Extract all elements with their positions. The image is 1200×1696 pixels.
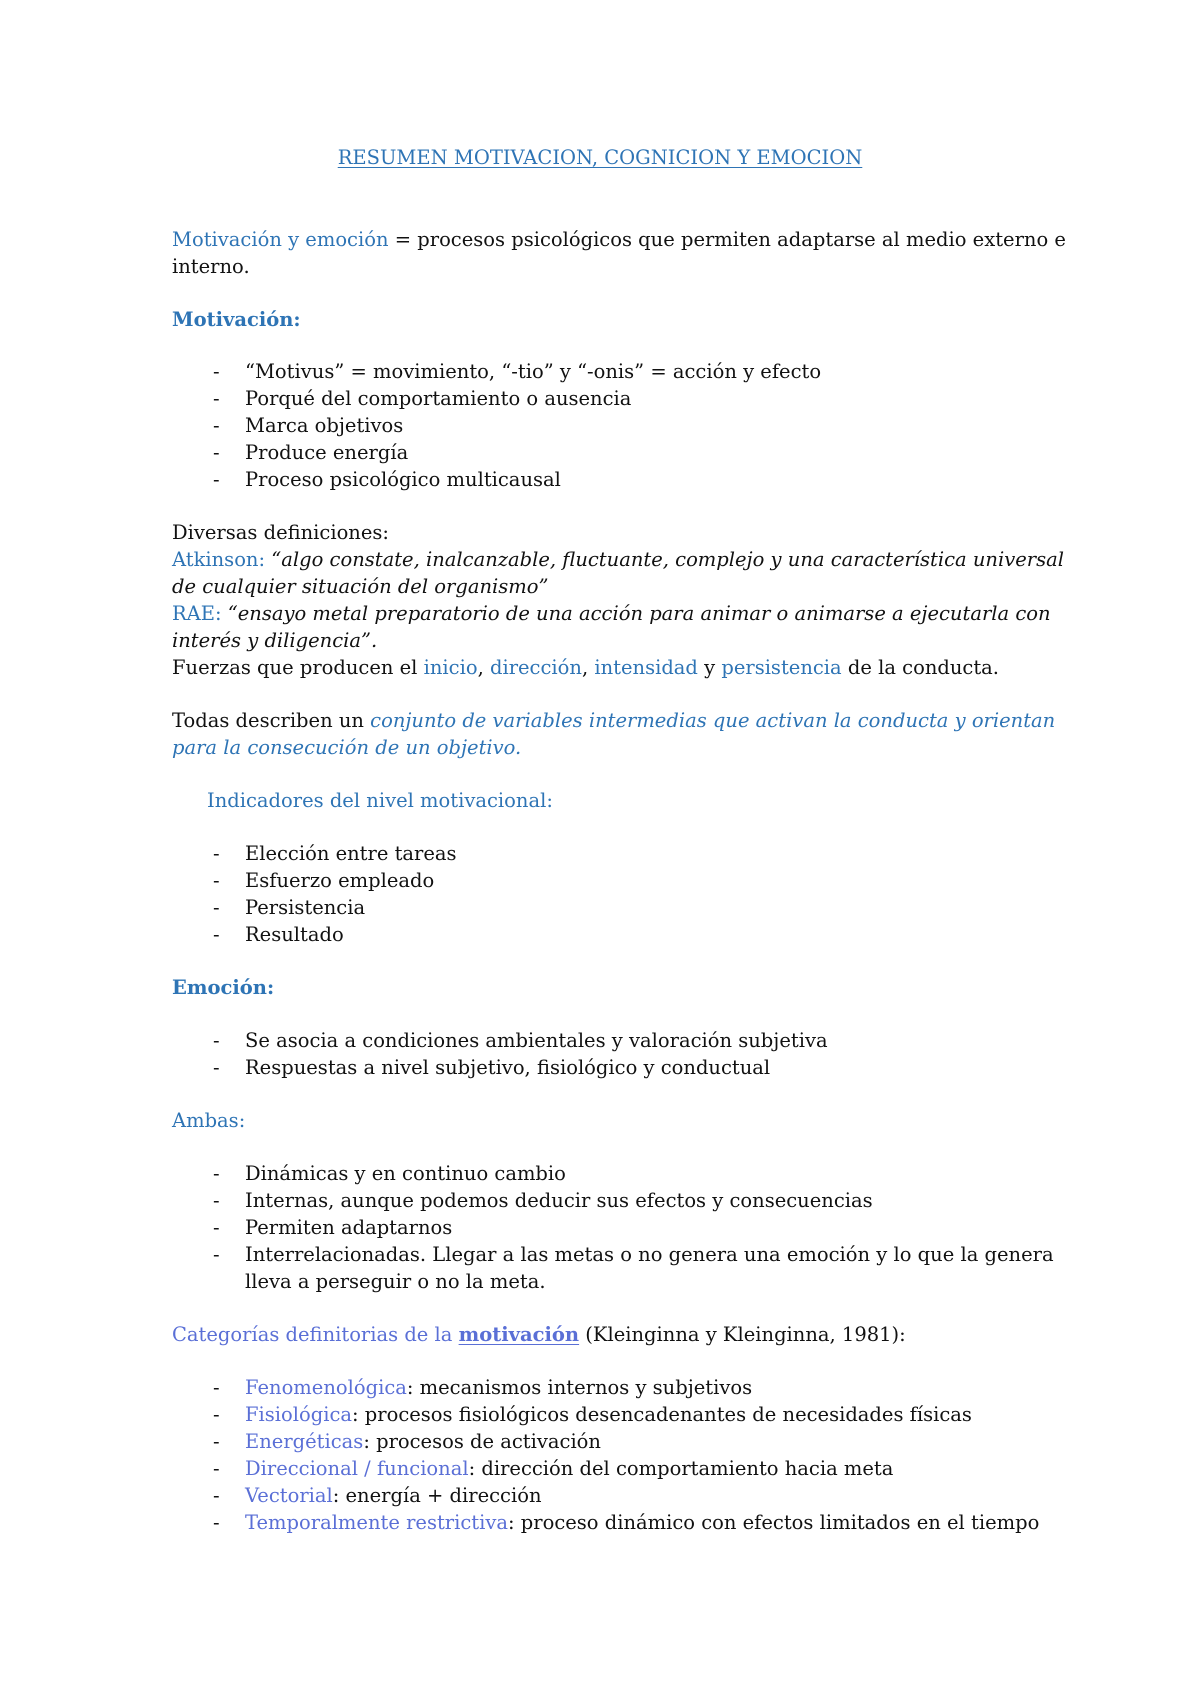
definiciones-heading: Diversas definiciones: (172, 521, 389, 544)
atkinson-label: Atkinson: (172, 548, 266, 571)
bullet-dash: - (213, 468, 220, 491)
intro-line-1 (172, 226, 1066, 253)
ambas-item: Dinámicas y en continuo cambio (245, 1162, 566, 1185)
atkinson-quote: “algo constate, inalcanzable, fluctuante, complejo y una característica universal (265, 548, 1064, 571)
rae-quote: “ensayo metal preparatorio de una acción para animar o animarse a ejecutarla con (221, 602, 1051, 625)
bullet-dash: - (213, 1189, 220, 1212)
todas-line-1 (172, 707, 1055, 734)
categoria-item (245, 1428, 601, 1455)
atkinson-line-1 (172, 546, 1064, 573)
bullet-dash: - (213, 387, 220, 410)
categoria-item (245, 1374, 752, 1401)
fuerzas-text: Fuerzas que producen el (172, 656, 424, 679)
rae-line-2: interés y diligencia”. (172, 629, 378, 652)
fuerzas-intensidad: intensidad (594, 656, 698, 679)
bullet-dash: - (213, 1216, 220, 1239)
categoria-desc: : procesos fisiológicos desencadenantes de necesidades físicas (352, 1403, 972, 1426)
fuerzas-comma: , (477, 656, 490, 679)
categoria-term: Energéticas (245, 1430, 364, 1453)
indicadores-heading: Indicadores del nivel motivacional: (207, 789, 553, 812)
categoria-item (245, 1401, 972, 1428)
fuerzas-inicio: inicio (423, 656, 478, 679)
bullet-dash: - (213, 414, 220, 437)
fuerzas-comma: , (581, 656, 595, 679)
bullet-dash: - (213, 1403, 220, 1426)
todas-italic: conjunto de variables intermedias que activan la conducta y orientan (370, 709, 1056, 732)
motivacion-item: Proceso psicológico multicausal (245, 468, 561, 491)
categoria-desc: : dirección del comportamiento hacia meta (468, 1457, 894, 1480)
motivacion-item: “Motivus” = movimiento, “-tio” y “-onis” = acción y efecto (245, 360, 822, 383)
fuerzas-direccion: dirección (489, 656, 582, 679)
emocion-item: Respuestas a nivel subjetivo, fisiológico y conductual (245, 1056, 771, 1079)
ambas-heading: Ambas: (172, 1109, 246, 1132)
intro-rest: = procesos psicológicos que permiten adaptarse al medio externo e (388, 228, 1066, 251)
todas-line-2: para la consecución de un objetivo. (172, 736, 522, 759)
bullet-dash: - (213, 360, 220, 383)
fuerzas-and: y (697, 656, 722, 679)
indicador-item: Esfuerzo empleado (245, 869, 435, 892)
emocion-item: Se asocia a condiciones ambientales y valoración subjetiva (245, 1029, 828, 1052)
ambas-item-continuation: lleva a perseguir o no la meta. (245, 1270, 546, 1293)
todas-prefix: Todas describen un (172, 709, 371, 732)
intro-term: Motivación y emoción (172, 228, 389, 251)
categoria-item (245, 1455, 893, 1482)
categoria-desc: : energía + dirección (332, 1484, 542, 1507)
categoria-item (245, 1509, 1039, 1536)
bullet-dash: - (213, 1243, 220, 1266)
bullet-dash: - (213, 869, 220, 892)
bullet-dash: - (213, 1376, 220, 1399)
categorias-citation: (Kleinginna y Kleinginna, 1981): (579, 1323, 906, 1346)
rae-line-1 (172, 600, 1051, 627)
bullet-dash: - (213, 1484, 220, 1507)
motivacion-item: Marca objetivos (245, 414, 404, 437)
bullet-dash: - (213, 1430, 220, 1453)
ambas-item: Interrelacionadas. Llegar a las metas o no genera una emoción y lo que la genera (245, 1243, 1054, 1266)
categoria-term: Fisiológica (245, 1403, 352, 1426)
rae-label: RAE: (172, 602, 222, 625)
motivacion-item: Porqué del comportamiento o ausencia (245, 387, 632, 410)
categorias-keyword: motivación (458, 1323, 580, 1346)
fuerzas-line (172, 654, 999, 681)
categoria-item (245, 1482, 542, 1509)
categorias-label: Categorías definitorias de la (172, 1323, 459, 1346)
bullet-dash: - (213, 441, 220, 464)
categoria-term: Temporalmente restrictiva (245, 1511, 508, 1534)
bullet-dash: - (213, 1511, 220, 1534)
page-title: RESUMEN MOTIVACION, COGNICION Y EMOCION (337, 146, 863, 169)
bullet-dash: - (213, 1457, 220, 1480)
indicador-item: Resultado (245, 923, 344, 946)
categoria-desc: : mecanismos internos y subjetivos (406, 1376, 753, 1399)
indicador-item: Elección entre tareas (245, 842, 457, 865)
categoria-term: Direccional / funcional (245, 1457, 469, 1480)
categoria-desc: : procesos de activación (363, 1430, 601, 1453)
motivacion-item: Produce energía (245, 441, 409, 464)
emocion-heading: Emoción: (172, 976, 275, 999)
categorias-heading (172, 1321, 906, 1348)
ambas-item: Permiten adaptarnos (245, 1216, 453, 1239)
bullet-dash: - (213, 923, 220, 946)
bullet-dash: - (213, 1162, 220, 1185)
fuerzas-text-end: de la conducta. (841, 656, 999, 679)
bullet-dash: - (213, 1029, 220, 1052)
fuerzas-persistencia: persistencia (721, 656, 842, 679)
bullet-dash: - (213, 842, 220, 865)
bullet-dash: - (213, 1056, 220, 1079)
atkinson-line-2: de cualquier situación del organismo” (172, 575, 549, 598)
categoria-term: Vectorial (245, 1484, 333, 1507)
bullet-dash: - (213, 896, 220, 919)
categoria-term: Fenomenológica (245, 1376, 407, 1399)
intro-line-2: interno. (172, 255, 250, 278)
motivacion-heading: Motivación: (172, 308, 301, 331)
indicador-item: Persistencia (245, 896, 366, 919)
categoria-desc: : proceso dinámico con efectos limitados en el tiempo (508, 1511, 1040, 1534)
ambas-item: Internas, aunque podemos deducir sus efectos y consecuencias (245, 1189, 873, 1212)
